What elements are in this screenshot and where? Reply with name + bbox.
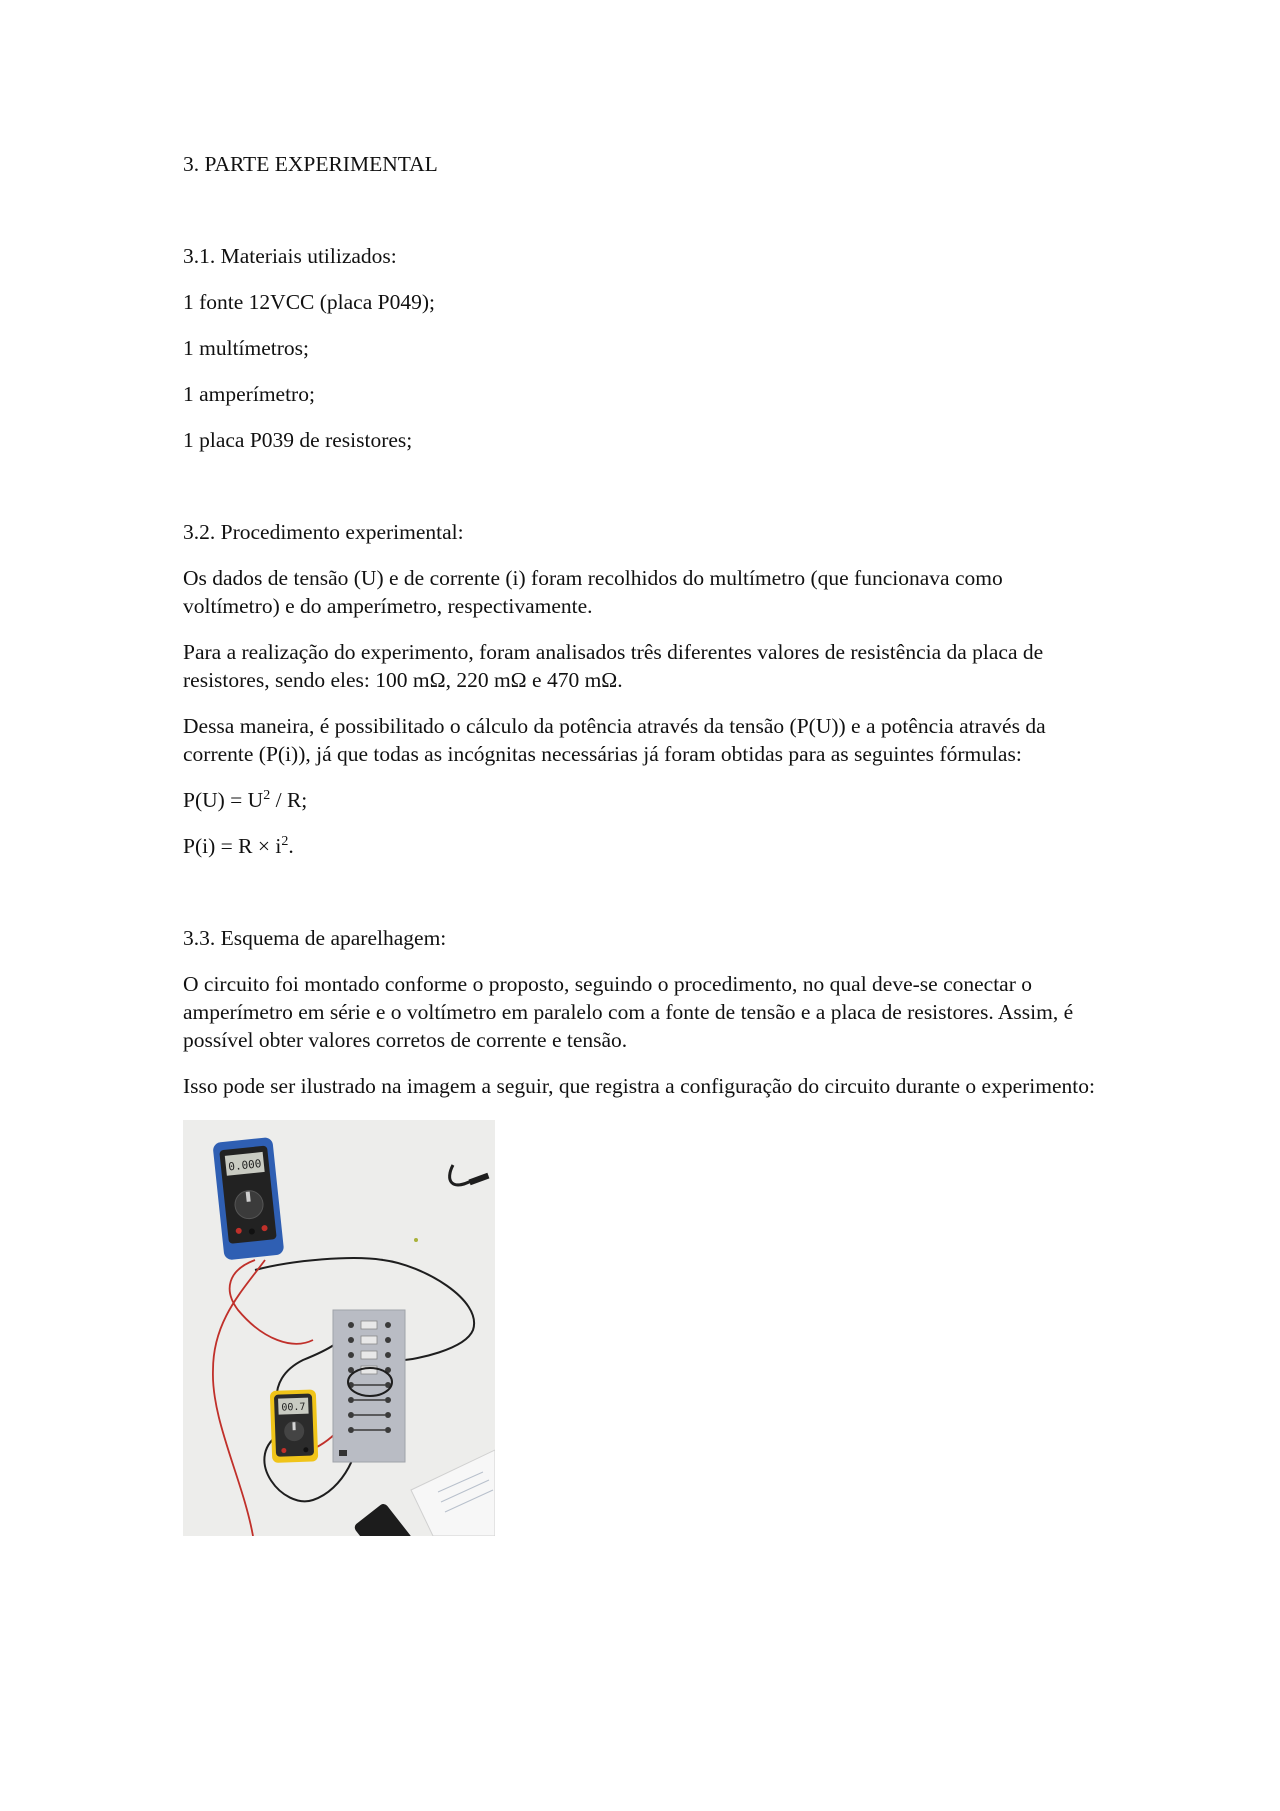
formula-lhs: P(U) = U xyxy=(183,788,264,812)
formula-power-current xyxy=(183,832,1103,860)
formula-rhs: / R; xyxy=(270,788,308,812)
ammeter-display: 00.7 xyxy=(281,1401,306,1414)
circuit-setup-photo xyxy=(183,1120,495,1536)
material-item: 1 amperímetro; xyxy=(183,382,315,406)
formula-lhs: P(i) = R × i xyxy=(183,834,282,858)
formula-exponent: 2 xyxy=(281,834,289,849)
section-title: 3. PARTE EXPERIMENTAL xyxy=(183,152,438,176)
setup-paragraph-1: O circuito foi montado conforme o proposto, seguindo o procedimento, no qual deve-se conectar o amperímetro em série e o voltímetro em paralelo com a fonte de tensão e a placa de resistores. Assim, é possível obter valores corretos de corrente e tensão. xyxy=(183,972,1074,1052)
formula-rhs: . xyxy=(288,834,294,858)
setup-heading: 3.3. Esquema de aparelhagem: xyxy=(183,926,447,950)
procedure-paragraph-1: Os dados de tensão (U) e de corrente (i) foram recolhidos do multímetro (que funcionava como voltímetro) e do amperímetro, respectivamente. xyxy=(183,566,1003,618)
procedure-paragraph-3: Dessa maneira, é possibilitado o cálculo da potência através da tensão (P(U)) e a potência através da corrente (P(i)), já que todas as incógnitas necessárias já foram obtidas para as seguintes fórmulas: xyxy=(183,714,1046,766)
setup-paragraph-2: Isso pode ser ilustrado na imagem a seguir, que registra a configuração do circuito durante o experimento: xyxy=(183,1074,1095,1098)
material-item: 1 multímetros; xyxy=(183,336,310,360)
material-item: 1 placa P039 de resistores; xyxy=(183,428,413,452)
document-page xyxy=(183,150,1103,1536)
formula-exponent: 2 xyxy=(263,788,271,803)
formula-power-voltage xyxy=(183,786,1103,814)
procedure-heading: 3.2. Procedimento experimental: xyxy=(183,520,464,544)
multimeter-display: 0.000 xyxy=(227,1157,263,1174)
material-item: 1 fonte 12VCC (placa P049); xyxy=(183,290,435,314)
materials-heading: 3.1. Materiais utilizados: xyxy=(183,244,397,268)
procedure-paragraph-2: Para a realização do experimento, foram analisados três diferentes valores de resistência da placa de resistores, sendo eles: 100 mΩ, 220 mΩ e 470 mΩ. xyxy=(183,640,1044,692)
